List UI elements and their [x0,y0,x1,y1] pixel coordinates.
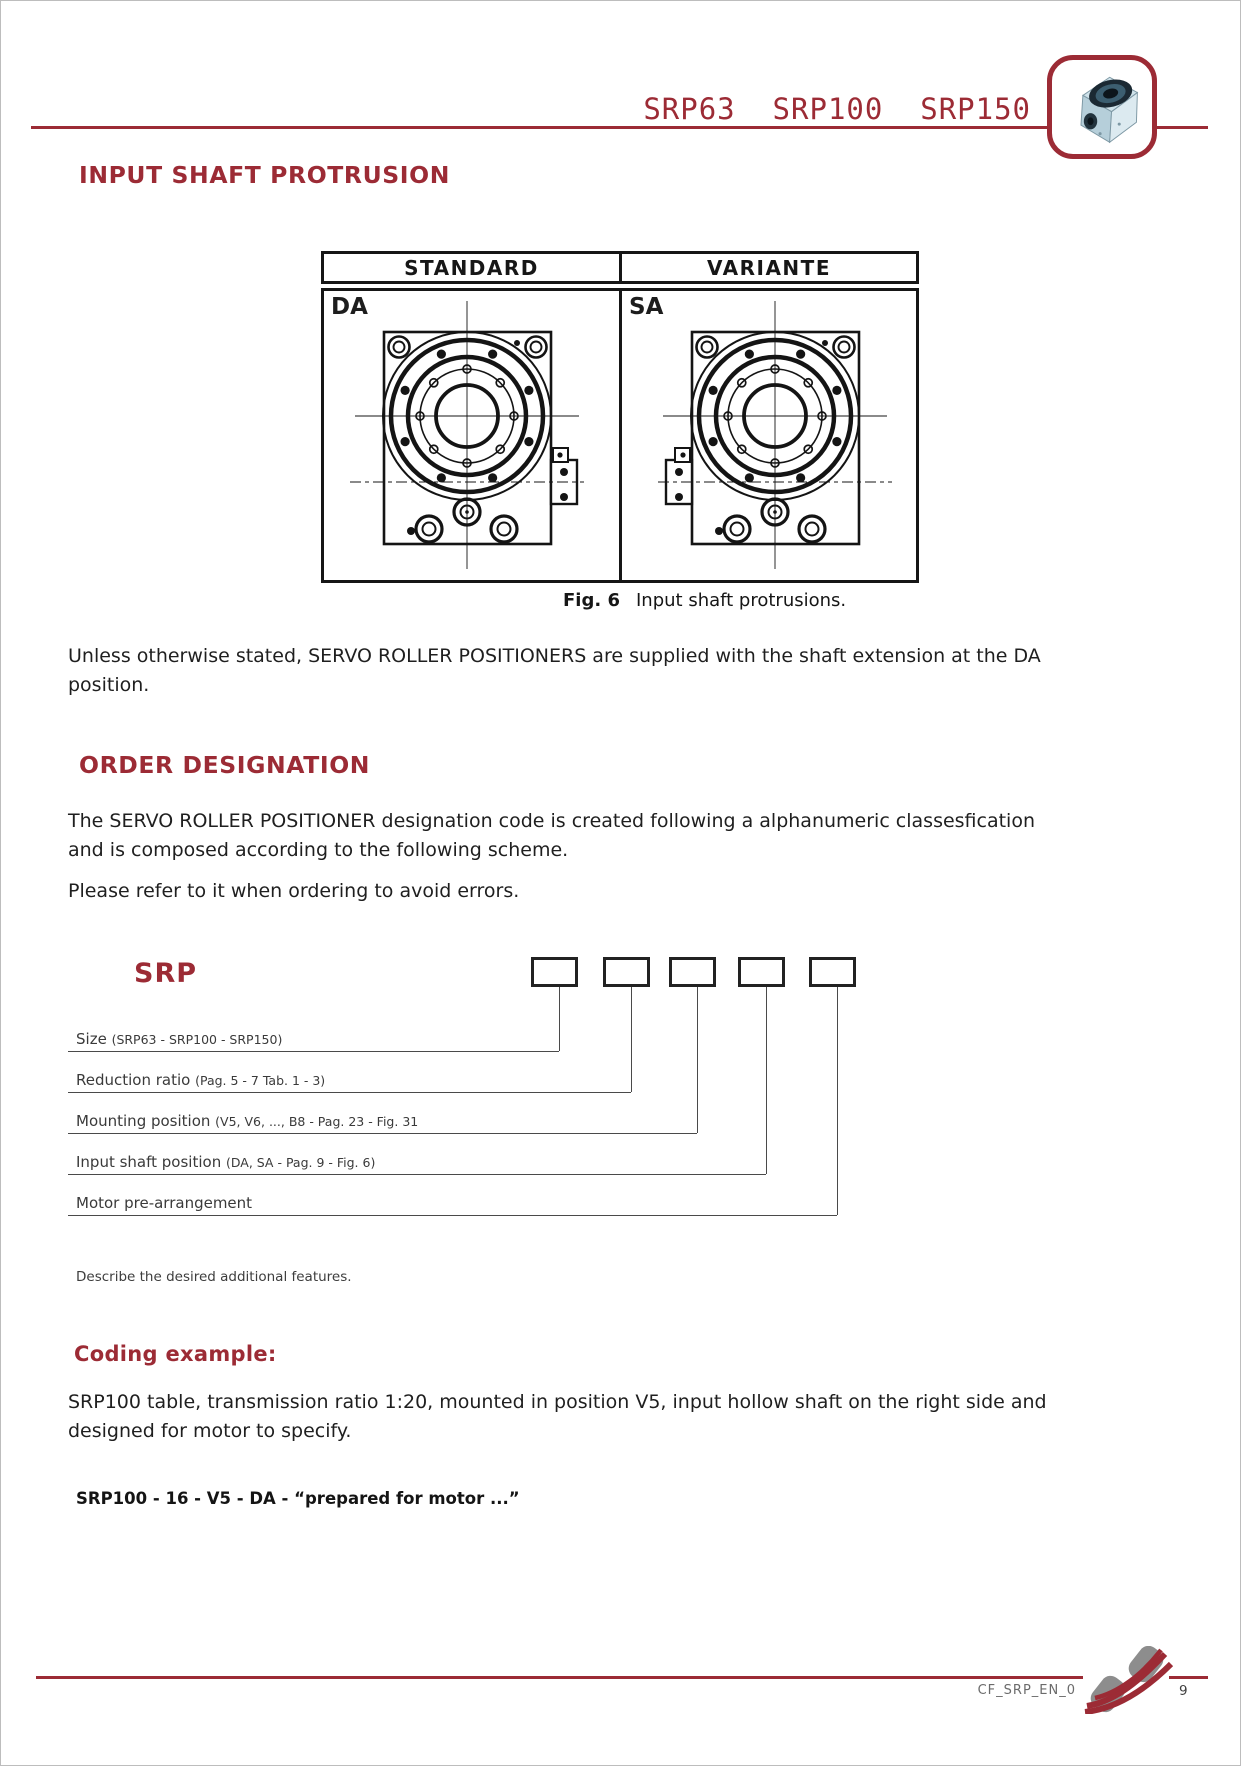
designation-box-5 [809,957,856,987]
section-heading-order-designation: ORDER DESIGNATION [79,751,371,779]
paragraph-fig-line2: position. [68,674,150,696]
technical-drawing-sa [622,291,919,580]
row-line-input-shaft [68,1174,766,1175]
product-image [1058,61,1146,153]
connector-3 [697,987,698,1133]
designation-box-2 [603,957,650,987]
footer-page-number: 9 [1179,1683,1188,1699]
designation-row-label-mounting [76,1112,418,1130]
technical-drawing-da [324,291,619,580]
figure-table-body [321,288,919,583]
designation-row-label-ratio [76,1071,325,1089]
connector-5 [837,987,838,1215]
row-label-text: Reduction ratio [76,1071,196,1089]
figure-caption-label: Fig. 6 [563,590,620,611]
designation-note: Describe the desired additional features. [76,1269,352,1285]
product-image-frame [1047,55,1157,159]
figure-label-sa: SA [629,294,664,320]
connector-2 [631,987,632,1092]
row-line-ratio [68,1092,631,1093]
coding-paragraph-line1: SRP100 table, transmission ratio 1:20, mounted in position V5, input hollow shaft on the right side and [68,1391,1047,1413]
row-label-detail: (V5, V6, ..., B8 - Pag. 23 - Fig. 31 [215,1114,419,1129]
figure-caption [563,590,846,611]
section-heading-input-shaft: INPUT SHAFT PROTRUSION [79,161,450,189]
figure-caption-text: Input shaft protrusions. [635,590,847,611]
row-line-motor [68,1215,837,1216]
footer-doc-code: CF_SRP_EN_0 [977,1683,1076,1698]
paragraph-order-1-line2: and is composed according to the following scheme. [68,839,569,861]
figure-table-header [321,251,919,284]
row-label-text: Size [76,1030,112,1048]
row-label-detail: (Pag. 5 - 7 Tab. 1 - 3) [195,1073,326,1088]
coding-paragraph-line2: designed for motor to specify. [68,1420,352,1442]
paragraph-fig [68,642,1188,700]
paragraph-order-1-line1: The SERVO ROLLER POSITIONER designation code is created following a alphanumeric classesfication [68,810,1036,832]
row-label-text: Mounting position [76,1112,216,1130]
connector-1 [559,987,560,1051]
page-title: SRP63 SRP100 SRP150 [643,92,1031,126]
designation-box-4 [738,957,785,987]
designation-row-label-motor [76,1194,252,1212]
designation-row-label-size [76,1030,282,1048]
footer-rule-left [36,1676,1083,1679]
designation-row-label-input-shaft [76,1153,375,1171]
footer-rule-right [1169,1676,1208,1679]
row-line-size [68,1051,559,1052]
company-logo [1083,1646,1173,1714]
header-rule [31,126,1208,129]
figure-col-header-standard: STANDARD [404,255,539,280]
coding-example-paragraph [68,1388,1188,1446]
paragraph-order-1 [68,807,1188,865]
row-line-mounting [68,1133,697,1134]
coding-example-code: SRP100 - 16 - V5 - DA - “prepared for motor ...” [76,1489,520,1508]
connector-4 [766,987,767,1174]
figure-label-da: DA [331,294,368,320]
row-label-text: Input shaft position [76,1153,226,1171]
row-label-detail: (DA, SA - Pag. 9 - Fig. 6) [225,1155,376,1170]
row-label-detail: (SRP63 - SRP100 - SRP150) [111,1032,283,1047]
coding-example-heading: Coding example: [74,1342,277,1366]
designation-box-3 [669,957,716,987]
row-label-text: Motor pre-arrangement [76,1194,253,1212]
paragraph-order-2: Please refer to it when ordering to avoid errors. [68,880,520,902]
designation-box-1 [531,957,578,987]
figure-col-header-variante: VARIANTE [707,255,831,280]
designation-prefix: SRP [134,958,198,989]
paragraph-fig-line1: Unless otherwise stated, SERVO ROLLER POSITIONERS are supplied with the shaft extension at the DA [68,645,1041,667]
